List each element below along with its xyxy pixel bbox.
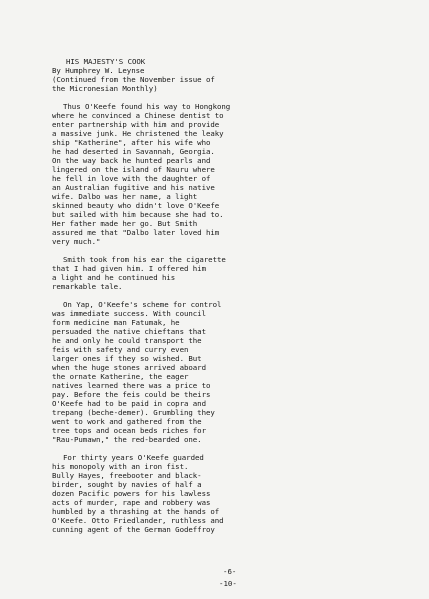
paragraph-line: O'Keefe. Otto Friedlander, ruthless and (52, 516, 224, 525)
paragraph-line: but sailed with him because she had to. (52, 210, 224, 219)
paragraph-line: a massive junk. He christened the leaky (52, 129, 224, 138)
paragraph-line: pay. Before the feis could be theirs (52, 390, 211, 399)
paragraph-line: he fell in love with the daughter of (52, 174, 211, 183)
paragraph-line: when the huge stones arrived aboard (52, 363, 206, 372)
paragraph-line: trepang (beche-demer). Grumbling they (52, 408, 215, 417)
paragraph-line: skinned beauty who didn't love O'Keefe (52, 201, 220, 210)
paragraph-line: persuaded the native chieftans that (52, 327, 206, 336)
paragraph-line: remarkable tale. (52, 282, 123, 291)
article-title: HIS MAJESTY'S COOK (66, 57, 146, 66)
continuation-note-line: the Micronesian Monthly) (52, 84, 158, 93)
paragraph-line: enter partnership with him and provide (52, 120, 220, 129)
paragraph-line: larger ones if they so wished. But (52, 354, 202, 363)
paragraph-line: For thirty years O'Keefe guarded (63, 453, 204, 462)
paragraph-line: tree tops and ocean beds riches for (52, 426, 206, 435)
paragraph-line: dozen Pacific powers for his lawless (52, 489, 211, 498)
paragraph-line: Her father made her go. But Smith (52, 219, 198, 228)
paragraph-line: was immediate success. With council (52, 309, 206, 318)
paragraph-line: wife. Dalbo was her name, a light (52, 192, 198, 201)
paragraph-line: On the way back he hunted pearls and (52, 156, 211, 165)
paragraph-line: O'Keefe had to be paid in copra and (52, 399, 206, 408)
paragraph-line: very much." (52, 237, 101, 246)
paragraph-line: Smith took from his ear the cigarette (63, 255, 226, 264)
paragraph-line: form medicine man Fatumak, he (52, 318, 180, 327)
paragraph-line: assured me that "Dalbo later loved him (52, 228, 220, 237)
paragraph-line: Thus O'Keefe found his way to Hongkong (63, 102, 231, 111)
paragraph-line: cunning agent of the German Godeffroy (52, 525, 215, 534)
paragraph-line: On Yap, O'Keefe's scheme for control (63, 300, 222, 309)
paragraph-line: "Rau-Pumawn," the red-bearded one. (52, 435, 202, 444)
paragraph-line: feis with safety and curry even (52, 345, 189, 354)
paragraph-line: he and only he could transport the (52, 336, 202, 345)
paragraph-line: ship "Katherine", after his wife who (52, 138, 211, 147)
paragraph-line: acts of murder, rape and robbery was (52, 498, 211, 507)
paragraph-line: went to work and gathered from the (52, 417, 202, 426)
paragraph-line: the ornate Katherine, the eager (52, 372, 189, 381)
paragraph-line: he had deserted in Savannah, Georgia. (52, 147, 215, 156)
page-number: -10- (219, 579, 237, 588)
paragraph-line: birder, sought by navies of half a (52, 480, 202, 489)
footer-mark: -6- (223, 567, 237, 576)
article-byline: By Humphrey W. Leynse (52, 66, 145, 75)
continuation-note-line: (Continued from the November issue of (52, 75, 215, 84)
paragraph-line: where he convinced a Chinese dentist to (52, 111, 224, 120)
paragraph-line: Bully Hayes, freebooter and black- (52, 471, 202, 480)
paragraph-line: an Australian fugitive and his native (52, 183, 215, 192)
paragraph-line: that I had given him. I offered him (52, 264, 206, 273)
paragraph-line: his monopoly with an iron fist. (52, 462, 189, 471)
paragraph-line: natives learned there was a price to (52, 381, 211, 390)
paragraph-line: lingered on the island of Nauru where (52, 165, 215, 174)
paragraph-line: humbled by a thrashing at the hands of (52, 507, 220, 516)
paragraph-line: a light and he continued his (52, 273, 176, 282)
